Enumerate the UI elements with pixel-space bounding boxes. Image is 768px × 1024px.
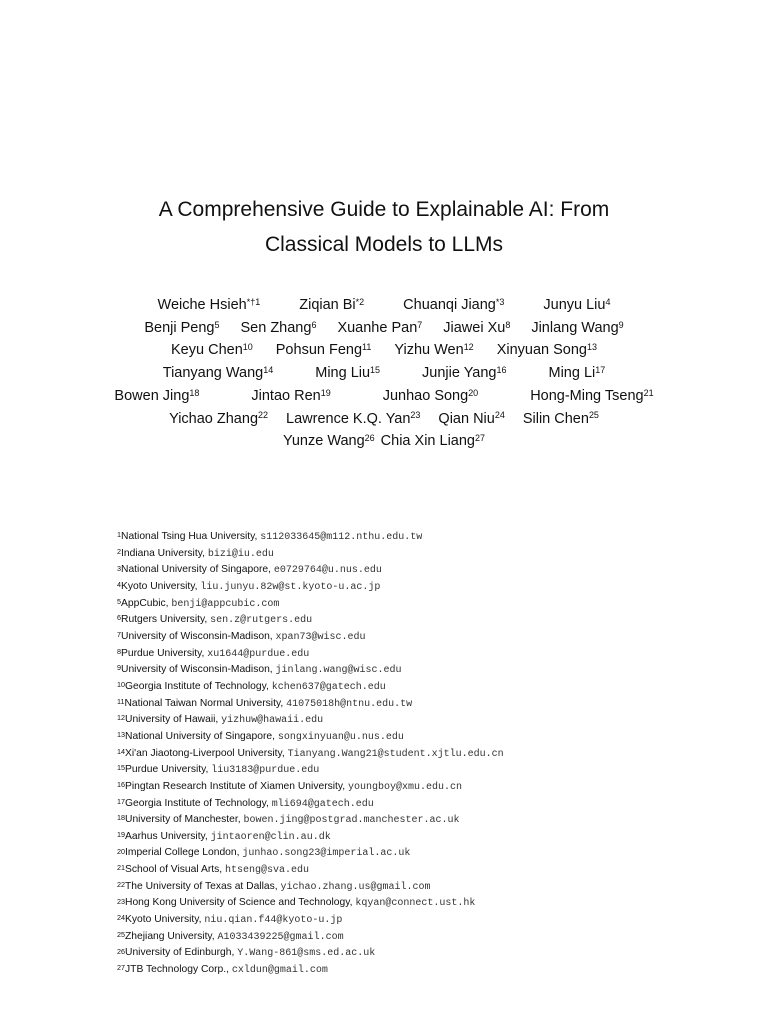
author [383, 385, 478, 408]
author-name: Yizhu Wen [394, 342, 464, 359]
author-affiliation-mark: 27 [475, 433, 485, 444]
author-name: Benji Peng [144, 319, 215, 336]
affiliation-institution: AppCubic, [121, 597, 172, 609]
affiliation-email[interactable]: junhao.song23@imperial.ac.uk [242, 848, 411, 860]
author-name: Junhao Song [382, 387, 469, 404]
author-affiliation-mark: 8 [505, 319, 511, 330]
affiliation-institution: University of Hawaii, [125, 714, 222, 726]
affiliation-number: 10 [117, 680, 126, 690]
affiliation-number: 16 [117, 780, 126, 790]
author [403, 294, 504, 317]
affiliation-email[interactable]: bizi@iu.edu [207, 548, 274, 560]
author [171, 339, 253, 362]
author-affiliation-mark: 5 [214, 319, 220, 330]
affiliation-email[interactable]: cxldun@gmail.com [231, 965, 328, 977]
author-name: Qian Niu [438, 410, 495, 427]
affiliation-institution: National University of Singapore, [121, 564, 274, 576]
author-affiliation-mark: 15 [370, 364, 381, 375]
affiliation-institution: National Taiwan Normal University, [124, 697, 287, 709]
affiliation-number: 19 [117, 830, 126, 840]
author [523, 408, 599, 431]
author-name: Ziqian Bi [299, 297, 356, 313]
affiliation-number: 7 [117, 630, 122, 640]
affiliation-institution: Georgia Institute of Technology, [125, 680, 272, 692]
author [163, 362, 273, 385]
affiliation-number: 27 [117, 963, 126, 973]
author-affiliation-mark: 21 [643, 387, 654, 398]
author-name: Lawrence K.Q. Yan [286, 410, 411, 427]
author-name: Xuanhe Pan [337, 319, 418, 336]
author-affiliation-mark: 7 [417, 319, 423, 330]
affiliation-item [117, 596, 504, 613]
affiliation-item [117, 912, 504, 929]
author-affiliation-mark: 17 [595, 364, 606, 375]
affiliation-email[interactable]: niu.qian.f44@kyoto-u.jp [204, 915, 343, 927]
author-affiliation-mark: 22 [258, 410, 269, 421]
author-name: Yunze Wang [282, 433, 365, 450]
author-row [0, 317, 768, 340]
affiliation-item [117, 929, 504, 946]
affiliation-number: 18 [117, 813, 126, 823]
affiliation-number: 17 [117, 796, 126, 806]
author-affiliation-mark: 10 [242, 342, 253, 353]
affiliation-number: 26 [117, 946, 126, 956]
affiliation-email[interactable]: liu3183@purdue.edu [211, 765, 320, 777]
affiliation-item [117, 662, 504, 679]
affiliation-number: 25 [117, 929, 126, 939]
affiliation-email[interactable]: A1033439225@gmail.com [217, 931, 344, 943]
author [286, 408, 420, 431]
author-name: Keyu Chen [171, 342, 243, 359]
affiliation-item [117, 629, 504, 646]
paper-title [0, 192, 768, 262]
affiliation-number: 8 [117, 646, 122, 656]
author-name: Chia Xin Liang [380, 433, 475, 450]
affiliation-number: 24 [117, 913, 126, 923]
author [276, 339, 372, 362]
affiliation-item [117, 829, 504, 846]
author-affiliation-mark: *3 [495, 296, 505, 307]
affiliation-institution: University of Manchester, [125, 814, 244, 826]
affiliation-number: 13 [117, 730, 126, 740]
author-name: Hong-Ming Tseng [530, 387, 644, 404]
author-row [0, 339, 768, 362]
affiliation-institution: Zhejiang University, [125, 930, 218, 942]
author-name: Jiawei Xu [443, 319, 506, 336]
affiliation-number: 12 [117, 713, 126, 723]
affiliation-email[interactable]: kqyan@connect.ust.hk [355, 898, 476, 910]
affiliation-number: 6 [117, 613, 122, 623]
author-name: Sen Zhang [240, 319, 312, 336]
author-affiliation-mark: *†1 [246, 296, 261, 307]
author [169, 408, 268, 431]
author [497, 339, 597, 362]
author-affiliation-mark: 4 [605, 296, 611, 307]
affiliation-institution: Kyoto University, [125, 914, 205, 926]
author [337, 317, 422, 340]
affiliation-institution: University of Wisconsin-Madison, [121, 664, 276, 676]
author-name: Xinyuan Song [496, 342, 587, 359]
author [240, 317, 316, 340]
author-name: Pohsun Feng [275, 342, 363, 359]
affiliation-item [117, 845, 504, 862]
affiliation-number: 20 [117, 846, 126, 856]
author-name: Yichao Zhang [169, 410, 259, 427]
affiliation-number: 5 [117, 596, 122, 606]
affiliation-institution: Xi'an Jiaotong-Liverpool University, [125, 747, 288, 759]
author-row [0, 362, 768, 385]
author [543, 294, 610, 317]
affiliation-email[interactable]: kchen637@gatech.edu [271, 681, 386, 693]
affiliation-institution: Georgia Institute of Technology, [125, 797, 272, 809]
affiliation-number: 2 [117, 546, 122, 556]
affiliation-institution: Kyoto University, [121, 580, 201, 592]
affiliation-email[interactable]: xpan73@wisc.edu [275, 631, 366, 643]
affiliation-institution: Pingtan Research Institute of Xiamen University, [125, 780, 349, 792]
author [299, 294, 364, 317]
affiliation-email[interactable]: xu1644@purdue.edu [207, 648, 310, 660]
affiliation-institution: School of Visual Arts, [125, 864, 225, 876]
author-affiliation-mark: 26 [364, 433, 375, 444]
affiliation-institution: Hong Kong University of Science and Technology, [125, 897, 356, 909]
author-affiliation-mark: 14 [263, 364, 274, 375]
author-affiliation-mark: 9 [618, 319, 624, 330]
affiliation-email[interactable]: s112033645@m112.nthu.edu.tw [260, 532, 423, 543]
affiliation-institution: University of Wisconsin-Madison, [121, 630, 276, 642]
affiliation-item [117, 796, 504, 813]
author-affiliation-mark: 16 [496, 364, 507, 375]
affiliation-item [117, 712, 504, 729]
author-affiliation-mark: 6 [311, 319, 317, 330]
author-row [0, 430, 768, 453]
author-name: Ming Liu [315, 365, 371, 382]
affiliation-item [117, 562, 504, 579]
affiliation-institution: National Tsing Hua University, [121, 531, 261, 542]
author-affiliation-mark: 20 [468, 387, 479, 398]
author-affiliation-mark: 19 [320, 387, 331, 398]
affiliation-email[interactable]: Y.Wang-861@sms.ed.ac.uk [237, 948, 376, 960]
author-name: Chuanqi Jiang [403, 297, 496, 313]
author-row [0, 408, 768, 431]
author [381, 430, 485, 453]
affiliation-number: 1 [117, 530, 122, 540]
affiliation-number: 3 [117, 563, 122, 573]
author-name: Silin Chen [522, 410, 589, 427]
affiliation-email[interactable]: jintaoren@clin.au.dk [210, 831, 331, 843]
affiliation-number: 22 [117, 879, 126, 889]
author [549, 362, 606, 385]
author [315, 362, 380, 385]
affiliation-email[interactable]: mli694@gatech.edu [271, 798, 374, 810]
affiliation-list [117, 529, 504, 979]
affiliation-number: 14 [117, 746, 126, 756]
author-affiliation-mark: 23 [410, 410, 421, 421]
affiliation-email[interactable]: youngboy@xmu.edu.cn [348, 781, 463, 793]
affiliation-institution: Indiana University, [121, 547, 208, 559]
affiliation-item [117, 729, 504, 746]
affiliation-institution: Purdue University, [121, 647, 208, 659]
affiliation-email[interactable]: 41075018h@ntnu.edu.tw [286, 698, 413, 710]
affiliation-item [117, 762, 504, 779]
affiliation-number: 23 [117, 896, 126, 906]
author-affiliation-mark: *2 [355, 296, 365, 307]
author [283, 430, 375, 453]
affiliation-email[interactable]: yichao.zhang.us@gmail.com [280, 881, 431, 893]
affiliation-number: 4 [117, 580, 122, 590]
author-affiliation-mark: 24 [494, 410, 505, 421]
author-name: Junjie Yang [422, 365, 497, 382]
author-name: Weiche Hsieh [157, 297, 247, 313]
affiliation-item [117, 895, 504, 912]
affiliation-number: 9 [117, 663, 122, 673]
author [394, 339, 473, 362]
title-line-2: Classical Models to LLMs [264, 233, 504, 256]
affiliation-institution: The University of Texas at Dallas, [125, 880, 281, 892]
affiliation-email[interactable]: htseng@sva.edu [225, 865, 310, 877]
affiliation-institution: National University of Singapore, [125, 730, 278, 742]
author [144, 317, 219, 340]
author [438, 408, 504, 431]
affiliation-item [117, 879, 504, 896]
title-line-1: A Comprehensive Guide to Explainable AI: From [158, 198, 610, 221]
affiliation-email[interactable]: liu.junyu.82w@st.kyoto-u.ac.jp [200, 581, 381, 593]
affiliation-item [117, 696, 504, 713]
affiliation-item [117, 779, 504, 796]
affiliation-institution: JTB Technology Corp., [125, 964, 232, 976]
affiliation-institution: Rutgers University, [121, 614, 211, 626]
author-row [0, 385, 768, 408]
author-affiliation-mark: 12 [463, 342, 474, 353]
author-name: Junyu Liu [543, 297, 606, 313]
affiliation-item [117, 746, 504, 763]
author-name: Bowen Jing [114, 387, 190, 404]
affiliation-email[interactable]: benji@appcubic.com [171, 598, 280, 610]
affiliation-email[interactable]: songxinyuan@u.nus.edu [277, 731, 404, 743]
affiliation-item [117, 945, 504, 962]
affiliation-institution: Aarhus University, [125, 830, 211, 842]
affiliation-item [117, 546, 504, 563]
affiliation-item [117, 812, 504, 829]
author-row [0, 294, 768, 317]
author [530, 385, 653, 408]
author-name: Jinlang Wang [531, 319, 619, 336]
author-affiliation-mark: 13 [586, 342, 597, 353]
affiliation-email[interactable]: sen.z@rutgers.edu [210, 615, 313, 627]
affiliation-institution: Purdue University, [125, 764, 212, 776]
affiliation-item [117, 962, 504, 979]
affiliation-item [117, 579, 504, 596]
affiliation-email[interactable]: yizhuw@hawaii.edu [221, 715, 324, 727]
affiliation-number: 21 [117, 863, 126, 873]
author-name: Tianyang Wang [162, 365, 264, 382]
author-name: Jintao Ren [251, 387, 321, 404]
affiliation-item [117, 646, 504, 663]
affiliation-number: 15 [117, 763, 126, 773]
author-list [0, 294, 768, 453]
affiliation-item [117, 862, 504, 879]
author [114, 385, 199, 408]
author-affiliation-mark: 18 [189, 387, 200, 398]
affiliation-institution: University of Edinburgh, [125, 947, 238, 959]
affiliation-email[interactable]: jinlang.wang@wisc.edu [275, 665, 402, 677]
affiliation-email[interactable]: Tianyang.Wang21@student.xjtlu.edu.cn [287, 748, 504, 760]
author [251, 385, 330, 408]
affiliation-item [117, 529, 504, 546]
author-affiliation-mark: 25 [588, 410, 599, 421]
affiliation-email[interactable]: bowen.jing@postgrad.manchester.ac.uk [243, 815, 460, 827]
author [158, 294, 261, 317]
affiliation-email[interactable]: e0729764@u.nus.edu [273, 565, 382, 577]
author [443, 317, 510, 340]
affiliation-item [117, 612, 504, 629]
author [422, 362, 506, 385]
author-name: Ming Li [548, 365, 596, 382]
author-affiliation-mark: 11 [362, 342, 372, 353]
affiliation-number: 11 [117, 696, 125, 706]
affiliation-institution: Imperial College London, [125, 847, 243, 859]
affiliation-item [117, 679, 504, 696]
author [531, 317, 623, 340]
